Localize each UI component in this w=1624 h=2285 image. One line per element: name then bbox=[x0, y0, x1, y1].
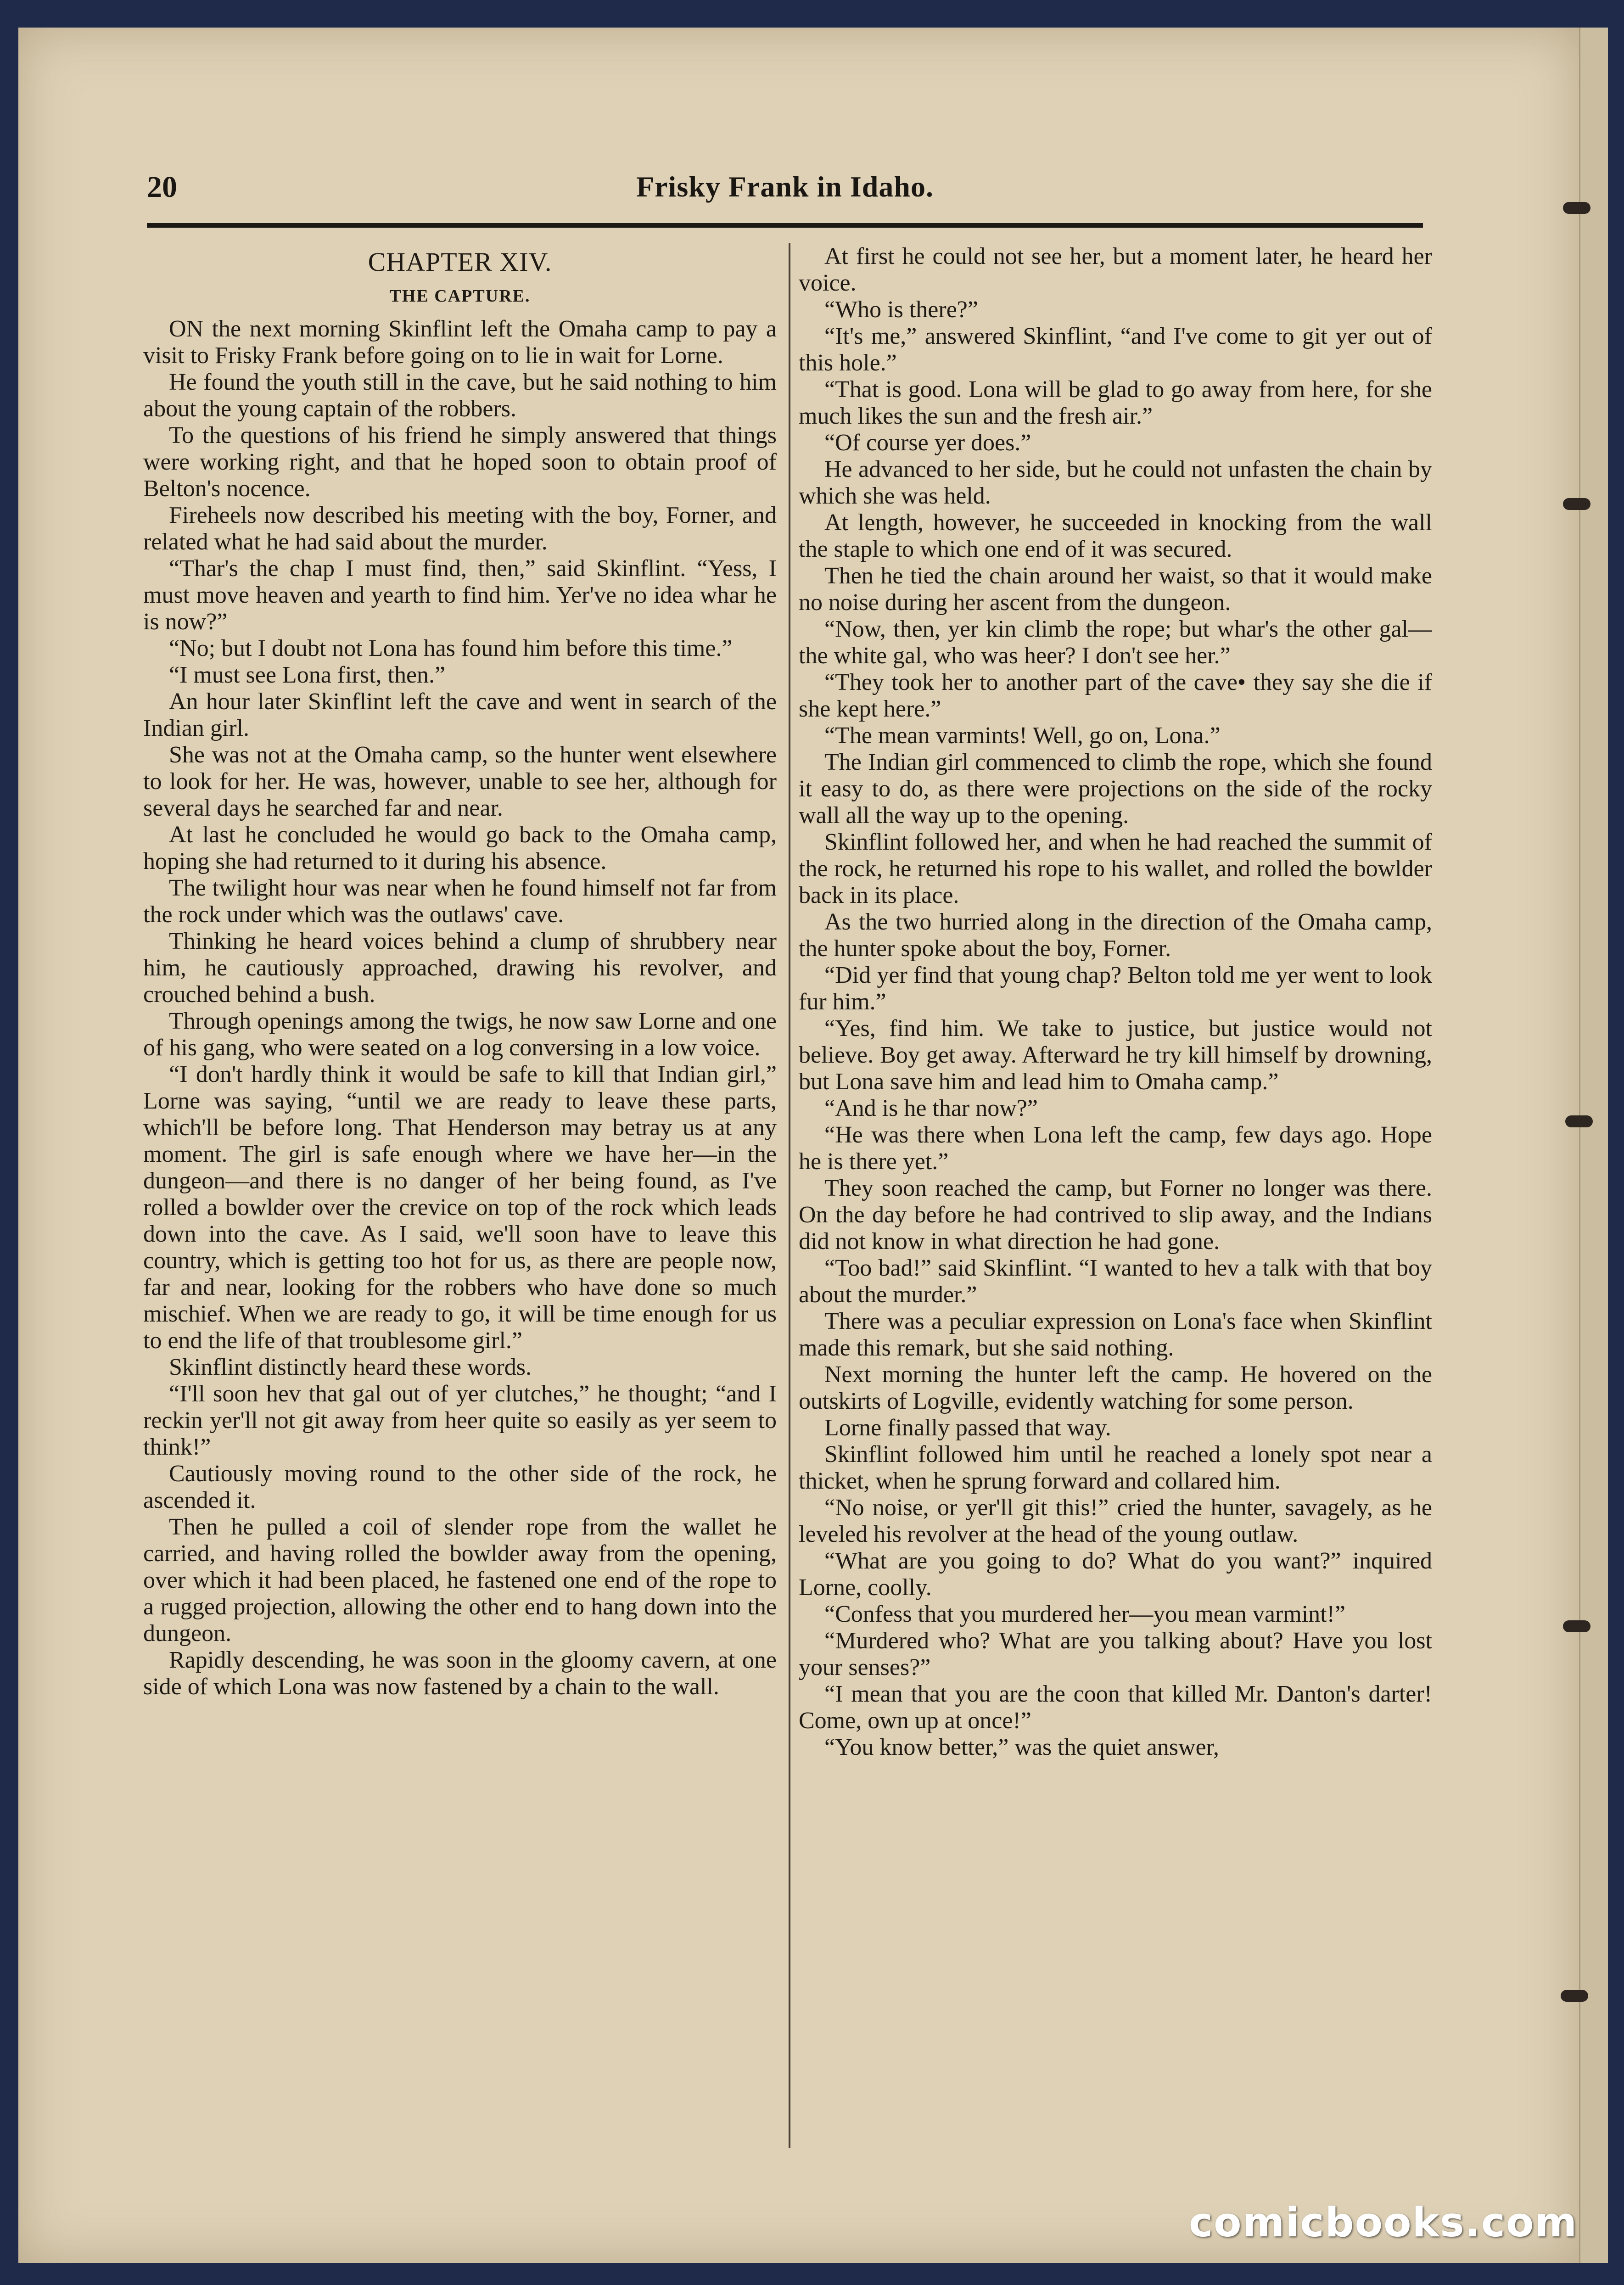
paragraph: Lorne finally passed that way. bbox=[824, 1415, 1111, 1441]
right-column bbox=[799, 243, 1432, 2157]
paragraph: “No noise, or yer'll git this!” cried the hunter, savagely, as he leveled his revolver at the head of the young outlaw. bbox=[799, 1495, 1432, 1547]
paragraph: “Now, then, yer kin climb the rope; but whar's the other gal—the white gal, who was heer? I don't see her.” bbox=[799, 616, 1432, 669]
running-title: Frisky Frank in Idaho. bbox=[636, 170, 934, 203]
paragraph: To the questions of his friend he simply answered that things were working right, and that he hoped soon to obtain proof of Belton's nocence. bbox=[143, 422, 777, 502]
watermark: comicbooks.com bbox=[1189, 2199, 1578, 2246]
paragraph: “Who is there?” bbox=[824, 297, 978, 323]
paragraph: “Thar's the chap I must find, then,” said Skinflint. “Yess, I must move heaven and yearth to find him. Yer've no idea whar he is now?” bbox=[143, 555, 777, 635]
paragraph: Fireheels now described his meeting with the boy, Forner, and related what he had said about the murder. bbox=[143, 502, 777, 555]
paragraph: There was a peculiar expression on Lona's face when Skinflint made this remark, but she said nothing. bbox=[799, 1308, 1432, 1361]
paragraph: Then he tied the chain around her waist, so that it would make no noise during her ascent from the dungeon. bbox=[799, 563, 1432, 616]
paragraph: An hour later Skinflint left the cave and went in search of the Indian girl. bbox=[143, 689, 777, 741]
paragraph: “They took her to another part of the cave• they say she die if she kept here.” bbox=[799, 669, 1432, 722]
paragraph: ON the next morning Skinflint left the Omaha camp to pay a visit to Frisky Frank before going on to lie in wait for Lorne. bbox=[143, 316, 777, 369]
paragraph: “Confess that you murdered her—you mean varmint!” bbox=[824, 1601, 1345, 1627]
header-rule bbox=[147, 223, 1423, 228]
paragraph: He advanced to her side, but he could not unfasten the chain by which she was held. bbox=[799, 456, 1432, 509]
paragraph: Through openings among the twigs, he now saw Lorne and one of his gang, who were seated on a log conversing in a low voice. bbox=[143, 1008, 777, 1061]
paragraph: Next morning the hunter left the camp. He hovered on the outskirts of Logville, evidently watching for some person. bbox=[799, 1361, 1432, 1414]
paragraph: Then he pulled a coil of slender rope from the wallet he carried, and having rolled the bowlder away from the opening, over which it had been placed, he fastened one end of the rope to a rugged projection, allowing the other end to hang down into the dungeon. bbox=[143, 1514, 777, 1647]
paragraph: The twilight hour was near when he found himself not far from the rock under which was the outlaws' cave. bbox=[143, 875, 777, 928]
paragraph: Skinflint followed her, and when he had reached the summit of the rock, he returned his rope to his wallet, and rolled the bowlder back in its place. bbox=[799, 829, 1432, 908]
paragraph: At first he could not see her, but a moment later, he heard her voice. bbox=[799, 243, 1432, 296]
page-edge bbox=[1579, 28, 1608, 2263]
paragraph: “Murdered who? What are you talking about? Have you lost your senses?” bbox=[799, 1628, 1432, 1680]
paragraph: “I mean that you are the coon that killed Mr. Danton's darter! Come, own up at once!” bbox=[799, 1681, 1432, 1734]
paragraph: “You know better,” was the quiet answer, bbox=[824, 1734, 1219, 1760]
binding-staple-3 bbox=[1565, 1115, 1593, 1127]
paragraph: “I must see Lona first, then.” bbox=[169, 662, 446, 688]
paragraph: He found the youth still in the cave, but he said nothing to him about the young captain of the robbers. bbox=[143, 369, 777, 422]
paragraph: “The mean varmints! Well, go on, Lona.” bbox=[824, 722, 1221, 749]
binding-staple-5 bbox=[1561, 1990, 1588, 2002]
paragraph: “That is good. Lona will be glad to go away from here, for she much likes the sun and the fresh air.” bbox=[799, 376, 1432, 429]
paragraph: “Too bad!” said Skinflint. “I wanted to hev a talk with that boy about the murder.” bbox=[799, 1255, 1432, 1308]
chapter-subtitle: THE CAPTURE. bbox=[389, 286, 531, 306]
paragraph: Skinflint distinctly heard these words. bbox=[169, 1354, 532, 1380]
paragraph: Skinflint followed him until he reached a lonely spot near a thicket, when he sprung forward and collared him. bbox=[799, 1441, 1432, 1494]
column-rule bbox=[789, 243, 790, 2148]
paragraph: They soon reached the camp, but Forner no longer was there. On the day before he had contrived to slip away, and the Indians did not know in what direction he had gone. bbox=[799, 1175, 1432, 1255]
page-header bbox=[147, 170, 1423, 216]
paragraph: The Indian girl commenced to climb the rope, which she found it easy to do, as there were projections on the side of the rocky wall all the way up to the opening. bbox=[799, 749, 1432, 829]
chapter-title: CHAPTER XIV. bbox=[368, 247, 552, 277]
left-column bbox=[143, 243, 777, 2157]
binding-staple-4 bbox=[1563, 1620, 1590, 1632]
paragraph: “What are you going to do? What do you want?” inquired Lorne, coolly. bbox=[799, 1548, 1432, 1601]
binding-staple-2 bbox=[1563, 498, 1590, 510]
paragraph: Thinking he heard voices behind a clump of shrubbery near him, he cautiously approached, drawing his revolver, and crouched behind a bush. bbox=[143, 928, 777, 1008]
binding-staple-1 bbox=[1563, 202, 1590, 214]
paragraph: At length, however, he succeeded in knocking from the wall the staple to which one end of it was secured. bbox=[799, 510, 1432, 562]
paragraph: At last he concluded he would go back to the Omaha camp, hoping she had returned to it during his absence. bbox=[143, 822, 777, 874]
paragraph: “Of course yer does.” bbox=[824, 430, 1031, 456]
paragraph: “No; but I doubt not Lona has found him before this time.” bbox=[169, 635, 733, 661]
paragraph: “He was there when Lona left the camp, few days ago. Hope he is there yet.” bbox=[799, 1122, 1432, 1175]
paragraph: As the two hurried along in the direction of the Omaha camp, the hunter spoke about the boy, Forner. bbox=[799, 909, 1432, 962]
paragraph: Rapidly descending, he was soon in the gloomy cavern, at one side of which Lona was now fastened by a chain to the wall. bbox=[143, 1647, 777, 1700]
paragraph: “Did yer find that young chap? Belton told me yer went to look fur him.” bbox=[799, 962, 1432, 1015]
page-number: 20 bbox=[147, 170, 177, 204]
paragraph: Cautiously moving round to the other side of the rock, he ascended it. bbox=[143, 1461, 777, 1513]
paragraph: “And is he thar now?” bbox=[824, 1095, 1038, 1121]
paragraph: “I'll soon hev that gal out of yer clutches,” he thought; “and I reckin yer'll not git away from heer quite so easily as yer seem to think!” bbox=[143, 1381, 777, 1460]
paragraph: “Yes, find him. We take to justice, but justice would not believe. Boy get away. Afterward he try kill himself by drowning, but Lona save him and lead him to Omaha camp.” bbox=[799, 1015, 1432, 1095]
paragraph: She was not at the Omaha camp, so the hunter went elsewhere to look for her. He was, however, unable to see her, although for several days he searched far and near. bbox=[143, 742, 777, 821]
paragraph: “I don't hardly think it would be safe to kill that Indian girl,” Lorne was saying, “until we are ready to leave these parts, which'll be before long. That Henderson may betray us at any moment. The girl is safe enough where we have her—in the dungeon—and there is no danger of her being found, as I've rolled a bowlder over the crevice on top of the rock which leads down into the cave. As I said, we'll soon have to leave this country, which is getting too hot for us, as there are people now, far and near, looking for the robbers who have done so much mischief. When we are ready to go, it will be time enough for us to end the life of that troublesome girl.” bbox=[143, 1061, 777, 1354]
paragraph: “It's me,” answered Skinflint, “and I've come to git yer out of this hole.” bbox=[799, 323, 1432, 376]
